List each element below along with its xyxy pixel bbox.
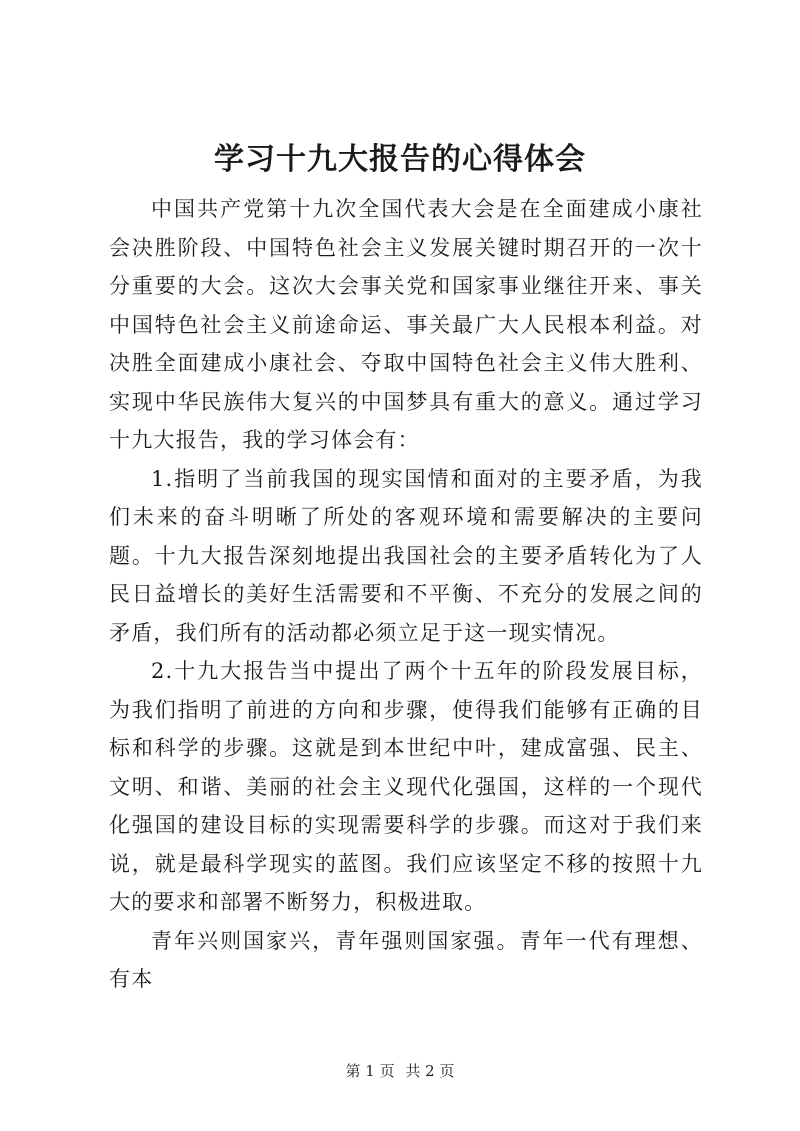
page-number: 第 1 页 xyxy=(345,1062,395,1080)
document-title: 学习十九大报告的心得体会 xyxy=(214,142,586,177)
paragraph-point-1: 1.指明了当前我国的现实国情和面对的主要矛盾，为我们未来的奋斗明晰了所处的客观环境和需要解决的主要问题。十九大报告深刻地提出我国社会的主要矛盾转化为了人民日益增长的美好生活需要和不平衡、不充分的发展之间的矛盾，我们所有的活动都必须立足于这一现实情况。 xyxy=(109,466,703,645)
document-body xyxy=(109,190,703,999)
paragraph-youth: 青年兴则国家兴，青年强则国家强。青年一代有理想、有本 xyxy=(109,928,703,991)
total-pages: 共 2 页 xyxy=(405,1062,455,1080)
page-footer xyxy=(0,1060,800,1082)
paragraph-intro: 中国共产党第十九次全国代表大会是在全面建成小康社会决胜阶段、中国特色社会主义发展关键时期召开的一次十分重要的大会。这次大会事关党和国家事业继往开来、事关中国特色社会主义前途命运、事关最广大人民根本利益。对决胜全面建成小康社会、夺取中国特色社会主义伟大胜利、实现中华民族伟大复兴的中国梦具有重大的意义。通过学习十九大报告，我的学习体会有： xyxy=(109,197,703,452)
paragraph-point-2: 2.十九大报告当中提出了两个十五年的阶段发展目标，为我们指明了前进的方向和步骤，使得我们能够有正确的目标和科学的步骤。这就是到本世纪中叶，建成富强、民主、文明、和谐、美丽的社会主义现代化强国，这样的一个现代化强国的建设目标的实现需要科学的步骤。而这对于我们来说，就是最科学现实的蓝图。我们应该坚定不移的按照十九大的要求和部署不断努力，积极进取。 xyxy=(109,659,703,914)
